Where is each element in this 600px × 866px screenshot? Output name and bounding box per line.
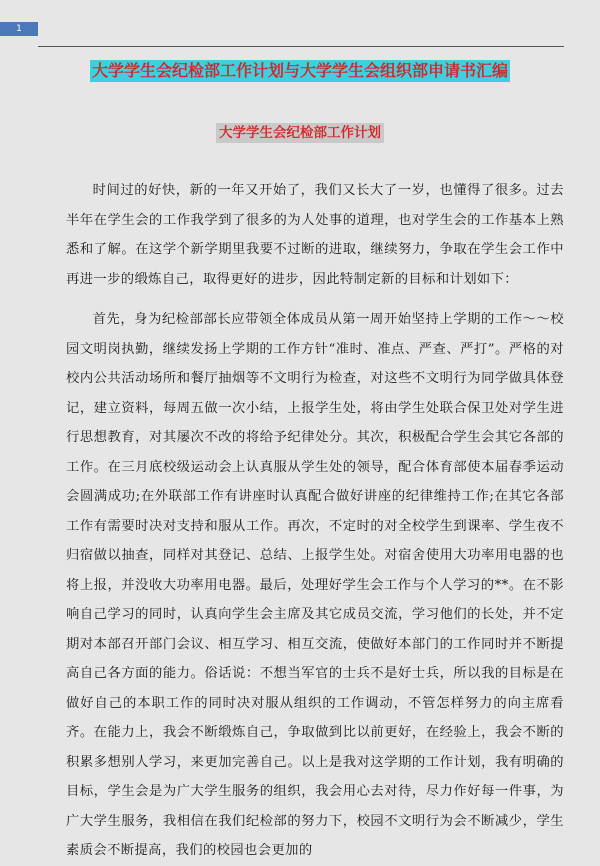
document-title-container — [0, 60, 600, 82]
document-title: 大学学生会纪检部工作计划与大学学生会组织部申请书汇编 — [91, 61, 508, 80]
header-divider — [38, 46, 564, 47]
document-body — [66, 176, 564, 866]
body-paragraph-intro: 时间过的好快，新的一年又开始了，我们又长大了一岁，也懂得了很多。过去半年在学生会的工作我学到了很多的为人处事的道理，也对学生会的工作基本上熟悉和了解。在这学个新学期里我要不过断的进取，继续努力，争取在学生会工作中再进一步的缎炼自己，取得更好的进步，因此特制定新的目标和计划如下： — [66, 183, 564, 287]
section-title-container — [0, 122, 600, 143]
body-paragraph-plan: 首先，身为纪检部部长应带领全体成员从第一周开始坚持上学期的工作～～校园文明岗执勤，继续发扬上学期的工作方针“准时、准点、严查、严打”。严格的对校内公共活动场所和餐厅抽烟等不文明行为检查，对这些不文明行为同学做具体登记，建立资料，每周五做一次小结，上报学生处，将由学生处联合保卫处对学生进行思想教育，对其屡次不改的将给予纪律处分。其次，积极配合学生会其它各部的工作。在三月底校级运动会上认真服从学生处的领导，配合体育部使本届春季运动会圆满成功;在外联部工作有讲座时认真配合做好讲座的纪律维持工作;在其它各部工作有需要时决对支持和服从工作。再次，不定时的对全校学生到课率、学生夜不归宿做以抽查，同样对其登记、总结、上报学生处。对宿舍使用大功率用电器的也将上报，并没收大功率用电器。最后，处理好学生会工作与个人学习的**。在不影响自己学习的同时，认真向学生会主席及其它成员交流，学习他们的长处，并不定期对本部召开部门会议、相互学习、相互交流，使做好本部门的工作同时并不断提高自己各方面的能力。俗话说：不想当军官的士兵不是好士兵，所以我的目标是在做好自己的本职工作的同时决对服从组织的工作调动，不管怎样努力的向主席看齐。在能力上，我会不断缎炼自己，争取做到比以前更好，在经验上，我会不断的积累多想别人学习，来更加完善自己。以上是我对这学期的工作计划，我有明确的目标，学生会是为广大学生服务的组织，我会用心去对待，尽力作好每一件事，为广大学生服务，我相信在我们纪检部的努力下，校园不文明行为会不断减少，学生素质会不断提高，我们的校园也会更加的 — [66, 312, 564, 858]
page-number-badge: 1 — [0, 22, 38, 36]
section-title: 大学学生会纪检部工作计划 — [216, 123, 384, 143]
